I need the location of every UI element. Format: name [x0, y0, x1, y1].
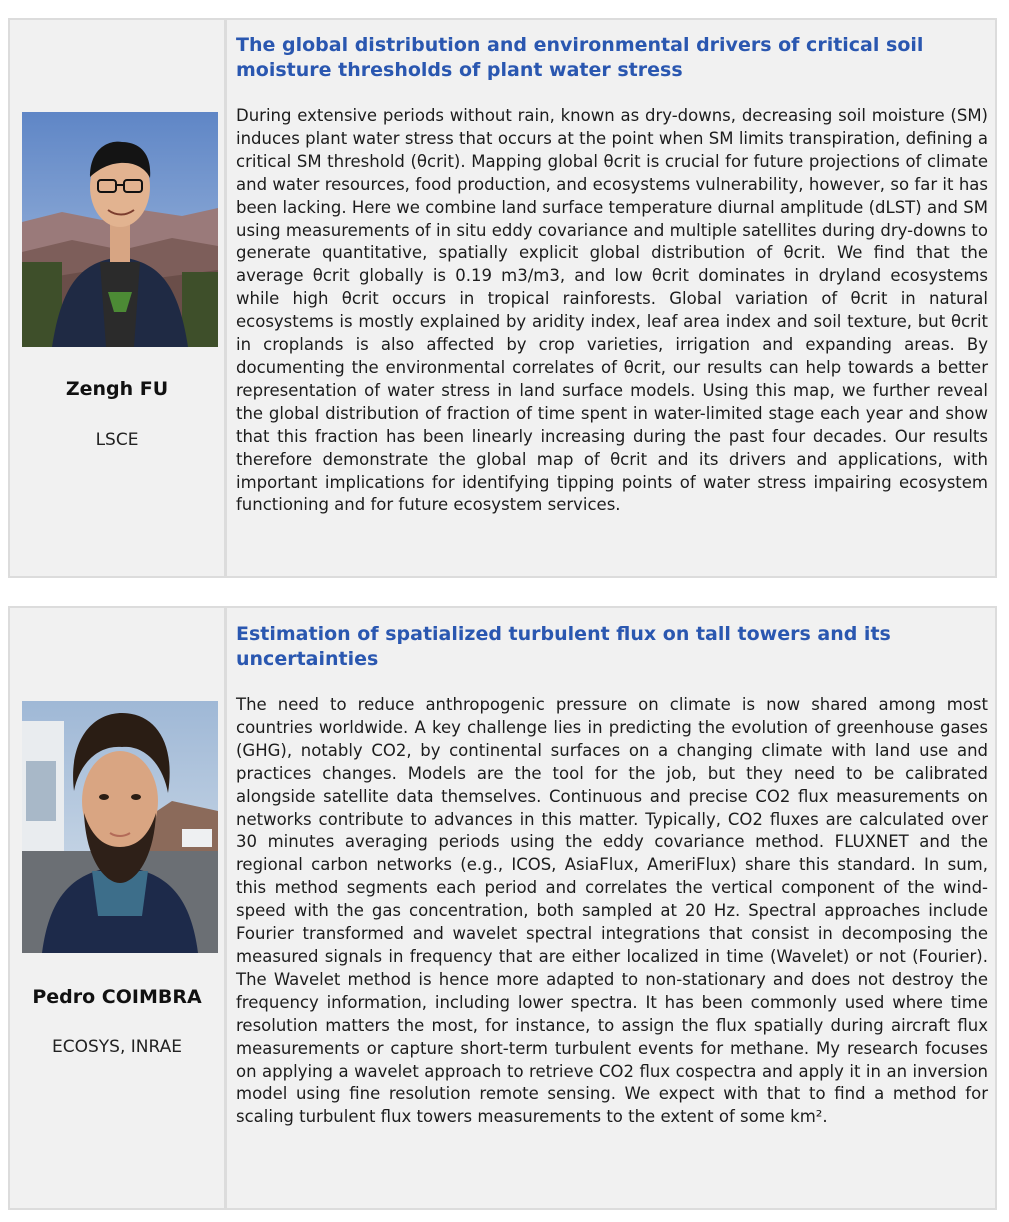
speaker-info-column: [10, 20, 227, 576]
speaker-info-column: [10, 608, 227, 1208]
talk-details: [236, 608, 988, 1129]
speaker-affiliation: LSCE: [95, 430, 139, 450]
speaker-name: Zengh FU: [65, 378, 169, 400]
talk-title: The global distribution and environmental drivers of critical soil moisture thresholds of plant water stress: [236, 34, 924, 81]
speaker-card: [8, 18, 997, 578]
speaker-affiliation: ECOSYS, INRAE: [52, 1037, 182, 1057]
speaker-name: Pedro COIMBRA: [32, 986, 202, 1008]
speaker-photo: [22, 701, 218, 953]
speaker-photo: [22, 112, 218, 347]
talk-abstract: During extensive periods without rain, known as dry-downs, decreasing soil moisture (SM) induces plant water stress that occurs at the point when SM limits transpiration, defining a critical SM threshold (θcrit). Mapping global θcrit is crucial for future projections of climate and water resources, food production, and ecosystems vulnerability, however, so far it has been lacking. Here we combine land surface temperature diurnal amplitude (dLST) and SM using measurements of in situ eddy covariance and multiple satellites during dry-downs to generate quantitative, spatially explicit global distribution of θcrit. We find that the average θcrit globally is 0.19 m3/m3, and low θcrit dominates in dryland ecosystems while high θcrit occurs in tropical rainforests. Global variation of θcrit in natural ecosystems is mostly explained by aridity index, leaf area index and soil texture, but θcrit in croplands is also affected by crop varieties, irrigation and expanding areas. By documenting the environmental correlates of θcrit, our results can help towards a better representation of water stress in land surface models. Using this map, we further reveal the global distribution of fraction of time spent in water-limited stage each year and show that this fraction has been linearly increasing during the past four decades. Our results therefore demonstrate the global map of θcrit and its drivers and applications, with important implications for identifying tipping points of water stress impairing ecosystem functioning and for future ecosystem services.: [236, 106, 988, 515]
talk-details: [236, 20, 988, 517]
talk-title: Estimation of spatialized turbulent flux on tall towers and its uncertainties: [236, 623, 891, 670]
speaker-card: [8, 606, 997, 1210]
talk-abstract: The need to reduce anthropogenic pressure on climate is now shared among most countries worldwide. A key challenge lies in predicting the evolution of greenhouse gases (GHG), notably CO2, by continental surfaces on a changing climate with land use and practices changes. Models are the tool for the job, but they need to be calibrated alongside satellite data themselves. Continuous and precise CO2 flux measurements on networks contribute to advances in this matter. Typically, CO2 fluxes are calculated over 30 minutes averaging periods using the eddy covariance method. FLUXNET and the regional carbon networks (e.g., ICOS, AsiaFlux, AmeriFlux) share this standard. In sum, this method segments each period and correlates the vertical component of the wind-speed with the gas concentration, both sampled at 20 Hz. Spectral approaches include Fourier transformed and wavelet spectral integrations that consist in decomposing the measured signals in frequency that are either localized in time (Wavelet) or not (Fourier). The Wavelet method is hence more adapted to non-stationary and does not destroy the frequency information, including lower spectra. It has been commonly used where time resolution matters the most, for instance, to assign the flux spatially during aircraft flux measurements or capture short-term turbulent events for methane. My research focuses on applying a wavelet approach to retrieve CO2 flux cospectra and apply it in an inversion model using fine resolution remote sensing. We expect with that to find a method for scaling turbulent flux towers measurements to the extent of some km².: [236, 695, 988, 1127]
